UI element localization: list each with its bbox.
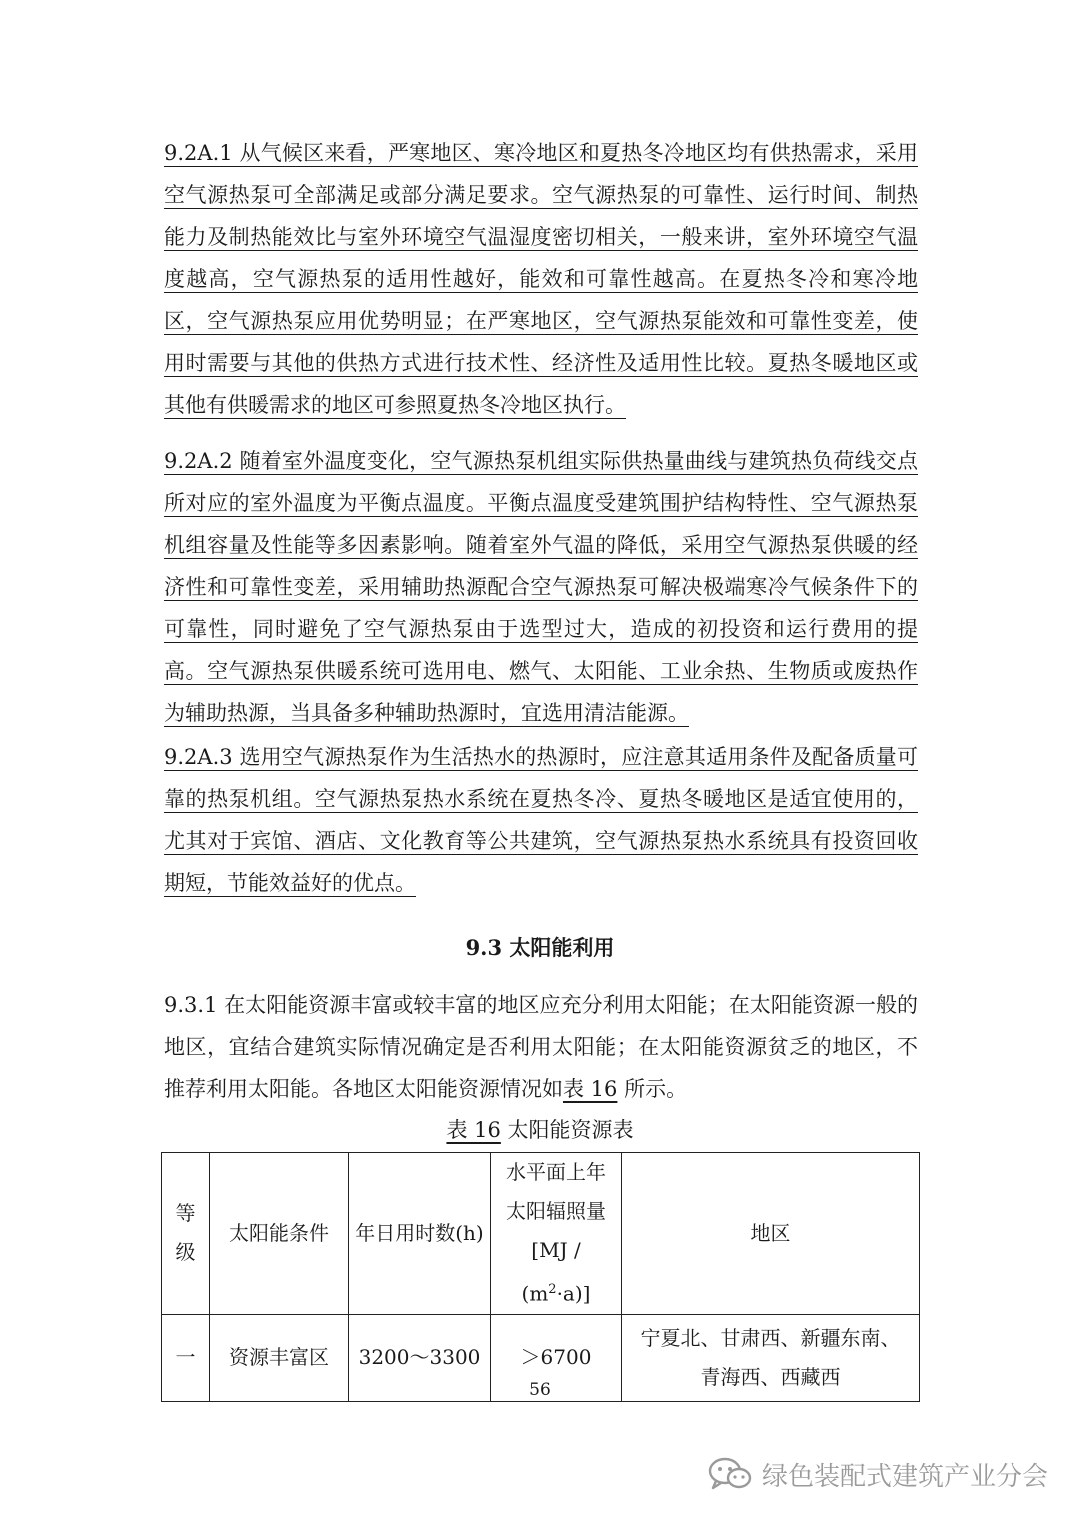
header-hours: 年日用时数(h): [349, 1153, 491, 1315]
table-reference-link[interactable]: 表 16: [563, 1077, 618, 1101]
cell-region-line2: 青海西、西藏西: [700, 1364, 841, 1389]
table-caption-title: 太阳能资源表: [500, 1118, 634, 1142]
cell-condition: 资源丰富区: [210, 1314, 349, 1401]
paragraph-9-2a-2: 9.2A.2 随着室外温度变化，空气源热泵机组实际供热量曲线与建筑热负荷线交点所对应的室外温度为平衡点温度。平衡点温度受建筑围护结构特性、空气源热泵机组容量及性能等多因素影响。随着室外气温的降低，采用空气源热泵供暖的经济性和可靠性变差，采用辅助热源配合空气源热泵可解决极端寒冷气候条件下的可靠性，同时避免了空气源热泵由于选型过大，造成的初投资和运行费用的提高。空气源热泵供暖系统可选用电、燃气、太阳能、工业余热、生物质或废热作为辅助热源，当具备多种辅助热源时，宜选用清洁能源。: [164, 449, 918, 725]
paragraph-9-2a-3: 9.2A.3 选用空气源热泵作为生活热水的热源时，应注意其适用条件及配备质量可靠的热泵机组。空气源热泵热水系统在夏热冬冷、夏热冬暖地区是适宜使用的，尤其对于宾馆、酒店、文化教育等公共建筑，空气源热泵热水系统具有投资回收期短，节能效益好的优点。: [164, 745, 918, 895]
watermark-text: 绿色装配式建筑产业分会: [762, 1461, 1049, 1492]
header-radiation-line1: 水平面上年: [506, 1160, 606, 1184]
header-radiation-unit: $[MJ / (m^2\cdot a)]$: [521, 1238, 591, 1306]
paragraph-9-3-1-tail: 所示。: [617, 1077, 688, 1101]
cell-hours: 3200～3300: [349, 1314, 491, 1401]
section-heading: 9.3 太阳能利用: [465, 935, 615, 960]
cell-radiation: ＞6700: [491, 1314, 622, 1401]
watermark: [708, 1452, 1048, 1496]
table-caption-ref: 表 16: [446, 1118, 501, 1142]
header-radiation: [491, 1153, 622, 1315]
header-grade: 等级: [162, 1153, 210, 1315]
header-radiation-line2: 太阳辐照量: [506, 1199, 606, 1223]
header-condition: 太阳能条件: [210, 1153, 349, 1315]
cell-region-line1: 宁夏北、甘肃西、新疆东南、: [640, 1325, 901, 1350]
paragraph-9-3-1-text: 9.3.1 在太阳能资源丰富或较丰富的地区应充分利用太阳能；在太阳能资源一般的地区，宜结合建筑实际情况确定是否利用太阳能；在太阳能资源贫乏的地区，不推荐利用太阳能。各地区太阳能资源情况如: [164, 993, 918, 1101]
page-number: 56: [529, 1380, 551, 1400]
table-caption: [0, 1112, 1080, 1148]
solar-resource-table: [161, 1152, 920, 1402]
table-header-row: [162, 1153, 920, 1315]
wechat-icon: [708, 1456, 752, 1492]
header-region: 地区: [622, 1153, 920, 1315]
paragraph-9-2a-1: 9.2A.1 从气候区来看，严寒地区、寒冷地区和夏热冬冷地区均有供热需求，采用空气源热泵可全部满足或部分满足要求。空气源热泵的可靠性、运行时间、制热能力及制热能效比与室外环境空气温湿度密切相关，一般来讲，室外环境空气温度越高，空气源热泵的适用性越好，能效和可靠性越高。在夏热冬冷和寒冷地区，空气源热泵应用优势明显；在严寒地区，空气源热泵能效和可靠性变差，使用时需要与其他的供热方式进行技术性、经济性及适用性比较。夏热冬暖地区或其他有供暖需求的地区可参照夏热冬冷地区执行。: [164, 141, 918, 417]
cell-grade: 一: [162, 1314, 210, 1401]
paragraph-9-3-1: [164, 984, 918, 1110]
